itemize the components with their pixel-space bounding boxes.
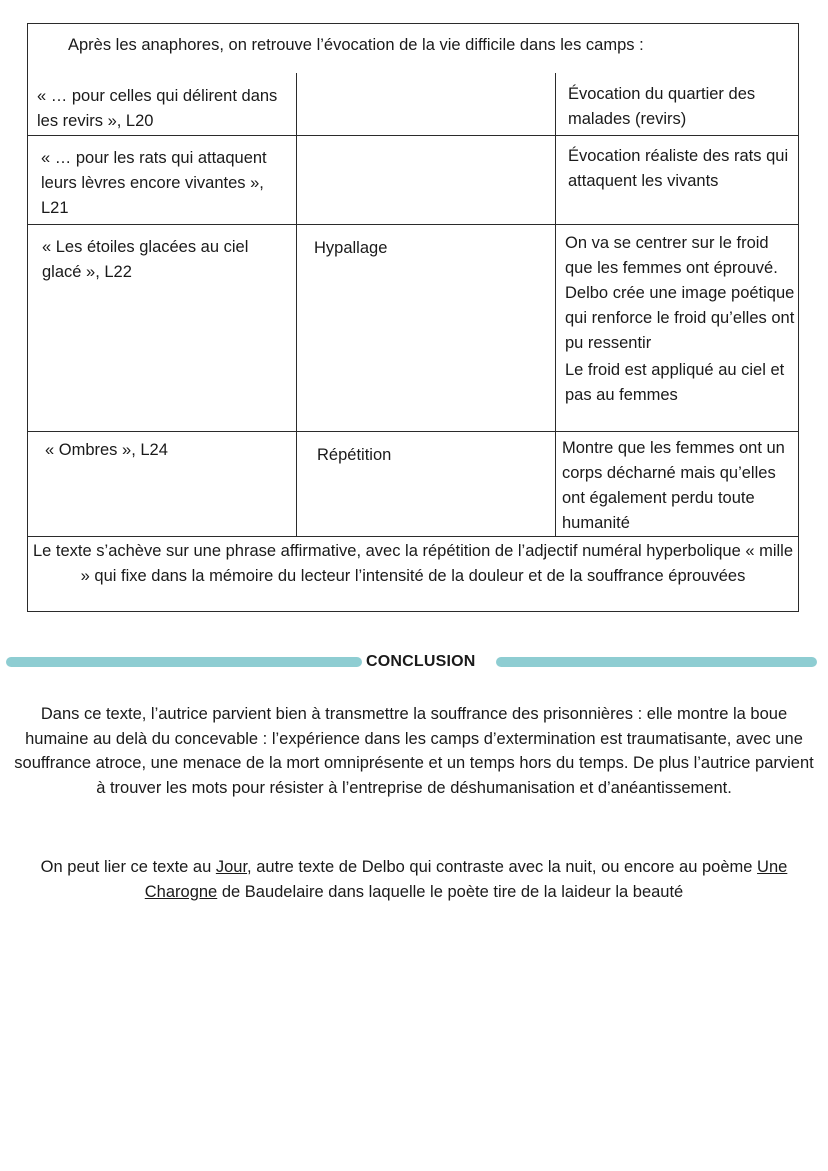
link-jour: Jour: [215, 858, 248, 876]
heading-decoration-right: [496, 657, 817, 667]
conclusion-paragraph-1: Dans ce texte, l’autrice parvient bien à transmettre la souffrance des prisonnières : elle montre la boue humaine au delà du concevable : l’expérience dans les camps d’extermination est traumatisante, avec une souffrance atroce, une menace de la mort omniprésente et un temps hors du temps. De plus l’autrice parvient à trouver les mots pour résister à l’entreprise de déshumanisation et d’anéantissement.: [14, 705, 814, 797]
table-row-1-quote: « … pour celles qui délirent dans les revirs », L20: [37, 87, 278, 130]
table-row-4-analysis: Montre que les femmes ont un corps décharné mais qu’elles ont également perdu toute humanité: [562, 439, 785, 532]
row-divider: [28, 431, 798, 432]
column-divider: [555, 73, 556, 536]
conclusion-paragraph-2: [14, 855, 814, 904]
row-divider: [28, 536, 798, 537]
table-intro: Après les anaphores, on retrouve l’évocation de la vie difficile dans les camps :: [68, 36, 644, 54]
table-row-4-quote: « Ombres », L24: [45, 441, 168, 459]
row-divider: [28, 135, 798, 136]
table-row-1-analysis: Évocation du quartier des malades (revirs): [568, 85, 756, 128]
column-divider: [296, 73, 297, 536]
paragraph-2-text-a: On peut lier ce texte au: [40, 858, 216, 876]
table-row-3-quote: « Les étoiles glacées au ciel glacé », L22: [42, 238, 249, 281]
table-row-2-analysis: Évocation réaliste des rats qui attaquent les vivants: [568, 147, 789, 190]
table-row-2-quote: « … pour les rats qui attaquent leurs lèvres encore vivantes », L21: [41, 149, 267, 217]
paragraph-2-text-b: , autre texte de Delbo qui contraste avec la nuit, ou encore au poème: [247, 858, 758, 876]
conclusion-heading: CONCLUSION: [366, 653, 476, 670]
heading-decoration-left: [6, 657, 362, 667]
table-row-3-analysis-extra: Le froid est appliqué au ciel et pas au femmes: [565, 361, 785, 404]
table-row-4-figure: Répétition: [317, 446, 392, 464]
paragraph-2-text-c: de Baudelaire dans laquelle le poète tire de la laideur la beauté: [217, 882, 684, 901]
table-row-3-analysis: [565, 231, 800, 408]
table-closing-text: Le texte s’achève sur une phrase affirmative, avec la répétition de l’adjectif numéral hyperbolique « mille » qui fixe dans la mémoire du lecteur l’intensité de la douleur et de la souffrance éprouvées: [32, 542, 794, 585]
link-une-charogne: Une Charogne: [144, 858, 788, 901]
table-row-3-figure: Hypallage: [314, 239, 388, 257]
analysis-table: [27, 23, 799, 612]
row-divider: [28, 224, 798, 225]
table-row-3-analysis-main: On va se centrer sur le froid que les femmes ont éprouvé. Delbo crée une image poétique qui renforce le froid qu’elles ont pu ressentir: [565, 234, 795, 352]
